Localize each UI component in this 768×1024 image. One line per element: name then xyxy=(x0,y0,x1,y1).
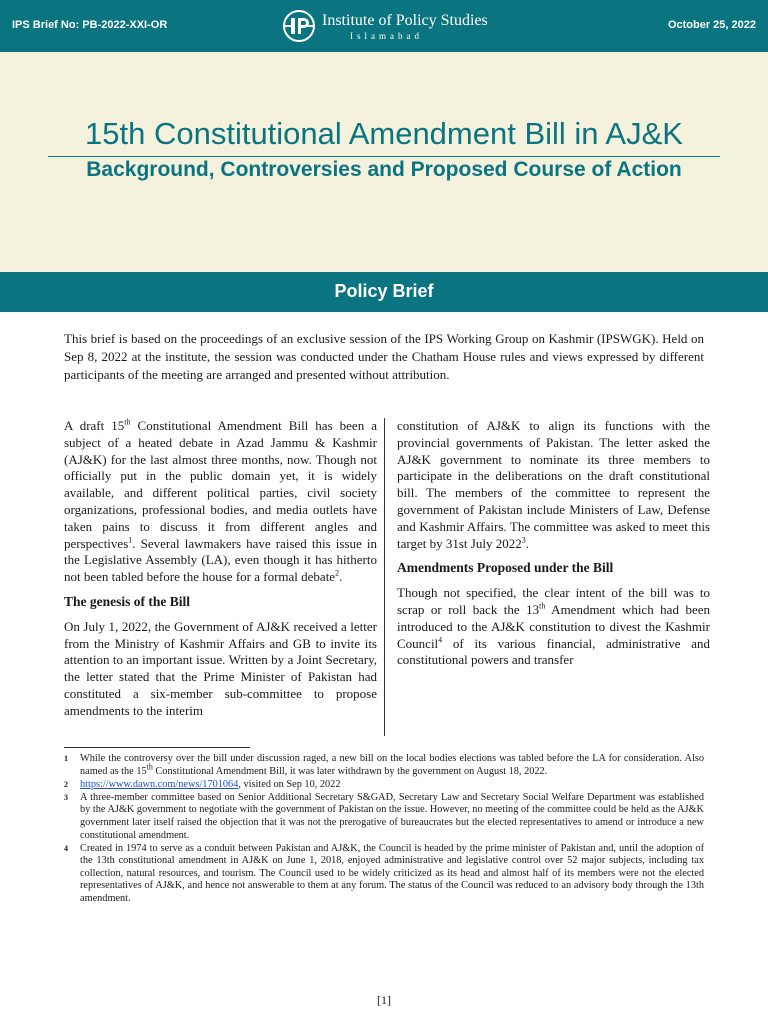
section-heading-amendments: Amendments Proposed under the Bill xyxy=(397,560,614,576)
page-number: [1] xyxy=(377,993,391,1007)
band-label: Policy Brief xyxy=(334,281,434,301)
ips-logo xyxy=(282,9,492,45)
footnote-ref-3[interactable]: 3 xyxy=(521,535,526,545)
left-paragraph-2: On July 1, 2022, the Government of AJ&K received a letter from the Ministry of Kashmir Affairs and GB to invite its attention to an important issue. Written by a Joint Secretary, the letter stated that the Prime Minister of Pakistan had constituted a six-member sub-committee to propose amendments to the interim xyxy=(64,618,377,718)
footnote-1: 1 While the controversy over the bill under discussion raged, a new bill on the local bodies elections was tabled before the LA for consideration. Also named as the 15th Constitutional Amendment Bill, it was later withdrawn by the government on August 18, 2022. xyxy=(64,753,704,777)
footnote-3: 3 A three-member committee based on Senior Additional Secretary S&GAD, Secretary Law and Secretary Social Welfare Department was established by the AJ&K government to negotiate with the government of Pakistan on the issue. However, no meeting of the committee could be held as the AJ&K government later itself raised the objection that it was not the prerogative of bureaucrates but the elected representatives to amend or introduce a new constitutional amendment. xyxy=(64,791,704,841)
footnote-number: 2 xyxy=(64,779,68,789)
page-subtitle: Background, Controversies and Proposed Course of Action xyxy=(86,158,682,181)
footnote-number: 1 xyxy=(64,754,68,763)
ips-logo-icon xyxy=(282,9,316,43)
page-title: 15th Constitutional Amendment Bill in AJ&K xyxy=(85,116,683,151)
logo-name: Institute of Policy Studies xyxy=(322,12,488,29)
brief-date: October 25, 2022 xyxy=(667,19,756,31)
section-heading-genesis: The genesis of the Bill xyxy=(64,593,191,609)
superscript: th xyxy=(539,601,546,611)
title-rule xyxy=(48,156,720,157)
right-paragraph-1: constitution of AJ&K to align its functions with the provincial governments of Pakistan. The letter asked the AJ&K government to nominate its three members to participate in the deliberations on the draft constitutional bill. The members of the committee to represent the government of Pakistan include Ministers of Law, Defense and Kashmir Affairs. The committee was asked to meet this target by 31st July 2022$^3$. xyxy=(397,418,710,551)
logo-city: Islamabad xyxy=(350,31,423,41)
left-paragraph-1: A draft 15th Constitutional Amendment Bill has been a subject of a heated debate in Azad Jammu & Kashmir (AJ&K) for the last almost three months, now. Though not officially put in the public domain yet, it is widely available, and different political parties, civil society organizations, professional bodies, and media outlets have taken pains to discuss it from different angles and perspectives$^1$. Several lawmakers have raised this issue in the Legislative Assembly (LA), even though it has hitherto not been tabled before the house for a formal debate$^2$. xyxy=(64,417,377,585)
footnotes xyxy=(64,753,704,906)
superscript: th xyxy=(124,417,131,427)
footnote-ref-1[interactable]: 1 xyxy=(128,535,133,545)
footnote-rule xyxy=(64,747,250,748)
footnote-ref-2[interactable]: 2 xyxy=(335,568,340,578)
dawn-news-link[interactable]: https://www.dawn.com/news/1701064 xyxy=(80,778,239,790)
intro-paragraph: This brief is based on the proceedings of an exclusive session of the IPS Working Group on Kashmir (IPSWGK). Held on Sep 8, 2022 at the institute, the session was conducted under the Chatham House rules and views expressed by different participants of the meeting are arranged and presented without attribution. xyxy=(64,331,704,382)
title-area xyxy=(0,52,768,272)
column-divider xyxy=(384,418,385,736)
footnote-2: 2 https://www.dawn.com/news/1701064, visited on Sep 10, 2022 xyxy=(64,778,341,790)
footnote-number: 3 xyxy=(64,792,68,802)
brief-number: IPS Brief No: PB-2022-XXI-OR xyxy=(12,19,168,31)
footnote-4: 4 Created in 1974 to serve as a conduit between Pakistan and AJ&K, the Council is headed by the prime minister of Pakistan and, until the adoption of the 13th constitutional amendment in AJ&K on June 1, 2018, enjoyed administrative and legislative control over 52 major subjects, including tax collection, natural resources, and tourism. The Council used to be widely criticized as its head and almost half of its members were not the elected representatives of AJ&K, and hence not answerable to them at any forum. The status of the Council was reduced to an advisory body through the 13th amendment. xyxy=(64,842,704,905)
right-paragraph-2: Though not specified, the clear intent of the bill was to scrap or roll back the 13th Amendment which had been introduced to the AJ&K constitution to divest the Kashmir Council$^4$ of its various financial, administrative and constitutional powers and transfer xyxy=(397,585,710,668)
section-band xyxy=(0,272,768,312)
right-column xyxy=(397,418,710,677)
footnote-number: 4 xyxy=(64,843,68,853)
left-column xyxy=(64,418,377,728)
footnote-ref-4[interactable]: 4 xyxy=(438,635,443,645)
header-bar xyxy=(0,0,768,52)
